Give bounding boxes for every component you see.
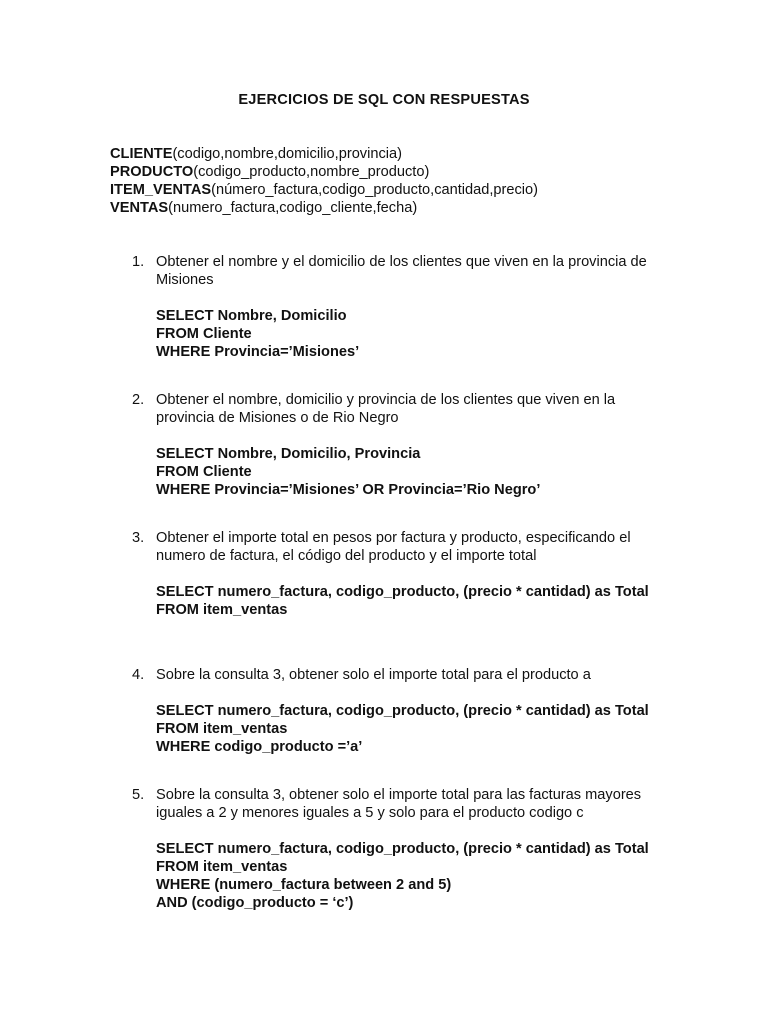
sql-answer bbox=[156, 583, 668, 619]
sql-answer bbox=[156, 307, 668, 361]
table-name: ITEM_VENTAS bbox=[110, 182, 212, 198]
sql-line: FROM Cliente bbox=[156, 326, 252, 342]
exercise-number: 5. bbox=[132, 787, 145, 803]
exercise-question: Sobre la consulta 3, obtener solo el importe total para el producto a bbox=[156, 667, 591, 683]
sql-line: SELECT Nombre, Domicilio, Provincia bbox=[156, 446, 421, 462]
schema-entry-cliente bbox=[110, 145, 538, 163]
sql-line: FROM item_ventas bbox=[156, 721, 288, 737]
table-name: PRODUCTO bbox=[110, 164, 194, 180]
table-fields: (número_factura,codigo_producto,cantidad,precio) bbox=[211, 182, 539, 198]
exercise-item bbox=[0, 391, 668, 499]
sql-line: FROM item_ventas bbox=[156, 859, 288, 875]
sql-line: AND (codigo_producto = ‘c’) bbox=[156, 895, 354, 911]
sql-line: WHERE Provincia=’Misiones’ bbox=[156, 344, 360, 360]
table-fields: (numero_factura,codigo_cliente,fecha) bbox=[168, 200, 418, 216]
table-name: CLIENTE bbox=[110, 146, 173, 162]
schema-entry-item-ventas bbox=[110, 181, 538, 199]
sql-answer bbox=[156, 840, 668, 912]
exercise-question: Obtener el nombre, domicilio y provincia de los clientes que viven en la provincia de Misiones o de Rio Negro bbox=[156, 392, 616, 426]
exercise-item bbox=[0, 529, 668, 619]
table-fields: (codigo,nombre,domicilio,provincia) bbox=[172, 146, 402, 162]
exercise-list bbox=[0, 253, 768, 912]
exercise-number: 4. bbox=[132, 667, 145, 683]
exercise-question: Sobre la consulta 3, obtener solo el importe total para las facturas mayores iguales a 2 y menores iguales a 5 y solo para el producto codigo c bbox=[156, 787, 642, 821]
schema-list bbox=[110, 145, 538, 217]
sql-line: SELECT numero_factura, codigo_producto, (precio * cantidad) as Total bbox=[156, 703, 649, 719]
exercise-number: 1. bbox=[132, 254, 145, 270]
sql-answer bbox=[156, 445, 668, 499]
exercise-question: Obtener el importe total en pesos por factura y producto, especificando el numero de factura, el código del producto y el importe total bbox=[156, 530, 631, 564]
exercise-question: Obtener el nombre y el domicilio de los clientes que viven en la provincia de Misiones bbox=[156, 254, 647, 288]
sql-line: FROM Cliente bbox=[156, 464, 252, 480]
schema-entry-ventas bbox=[110, 199, 538, 217]
sql-line: WHERE (numero_factura between 2 and 5) bbox=[156, 877, 452, 893]
exercise-item bbox=[0, 786, 668, 912]
sql-line: FROM item_ventas bbox=[156, 602, 288, 618]
schema-entry-producto bbox=[110, 163, 538, 181]
sql-line: SELECT Nombre, Domicilio bbox=[156, 308, 347, 324]
table-fields: (codigo_producto,nombre_producto) bbox=[193, 164, 430, 180]
exercise-number: 3. bbox=[132, 530, 145, 546]
sql-line: WHERE Provincia=’Misiones’ OR Provincia=’Rio Negro’ bbox=[156, 482, 541, 498]
exercise-item bbox=[0, 666, 668, 756]
exercise-item bbox=[0, 253, 668, 361]
exercise-number: 2. bbox=[132, 392, 145, 408]
sql-line: WHERE codigo_producto =’a’ bbox=[156, 739, 363, 755]
sql-line: SELECT numero_factura, codigo_producto, (precio * cantidad) as Total bbox=[156, 584, 649, 600]
sql-answer bbox=[156, 702, 668, 756]
document-title: EJERCICIOS DE SQL CON RESPUESTAS bbox=[238, 92, 530, 108]
sql-line: SELECT numero_factura, codigo_producto, (precio * cantidad) as Total bbox=[156, 841, 649, 857]
table-name: VENTAS bbox=[110, 200, 169, 216]
